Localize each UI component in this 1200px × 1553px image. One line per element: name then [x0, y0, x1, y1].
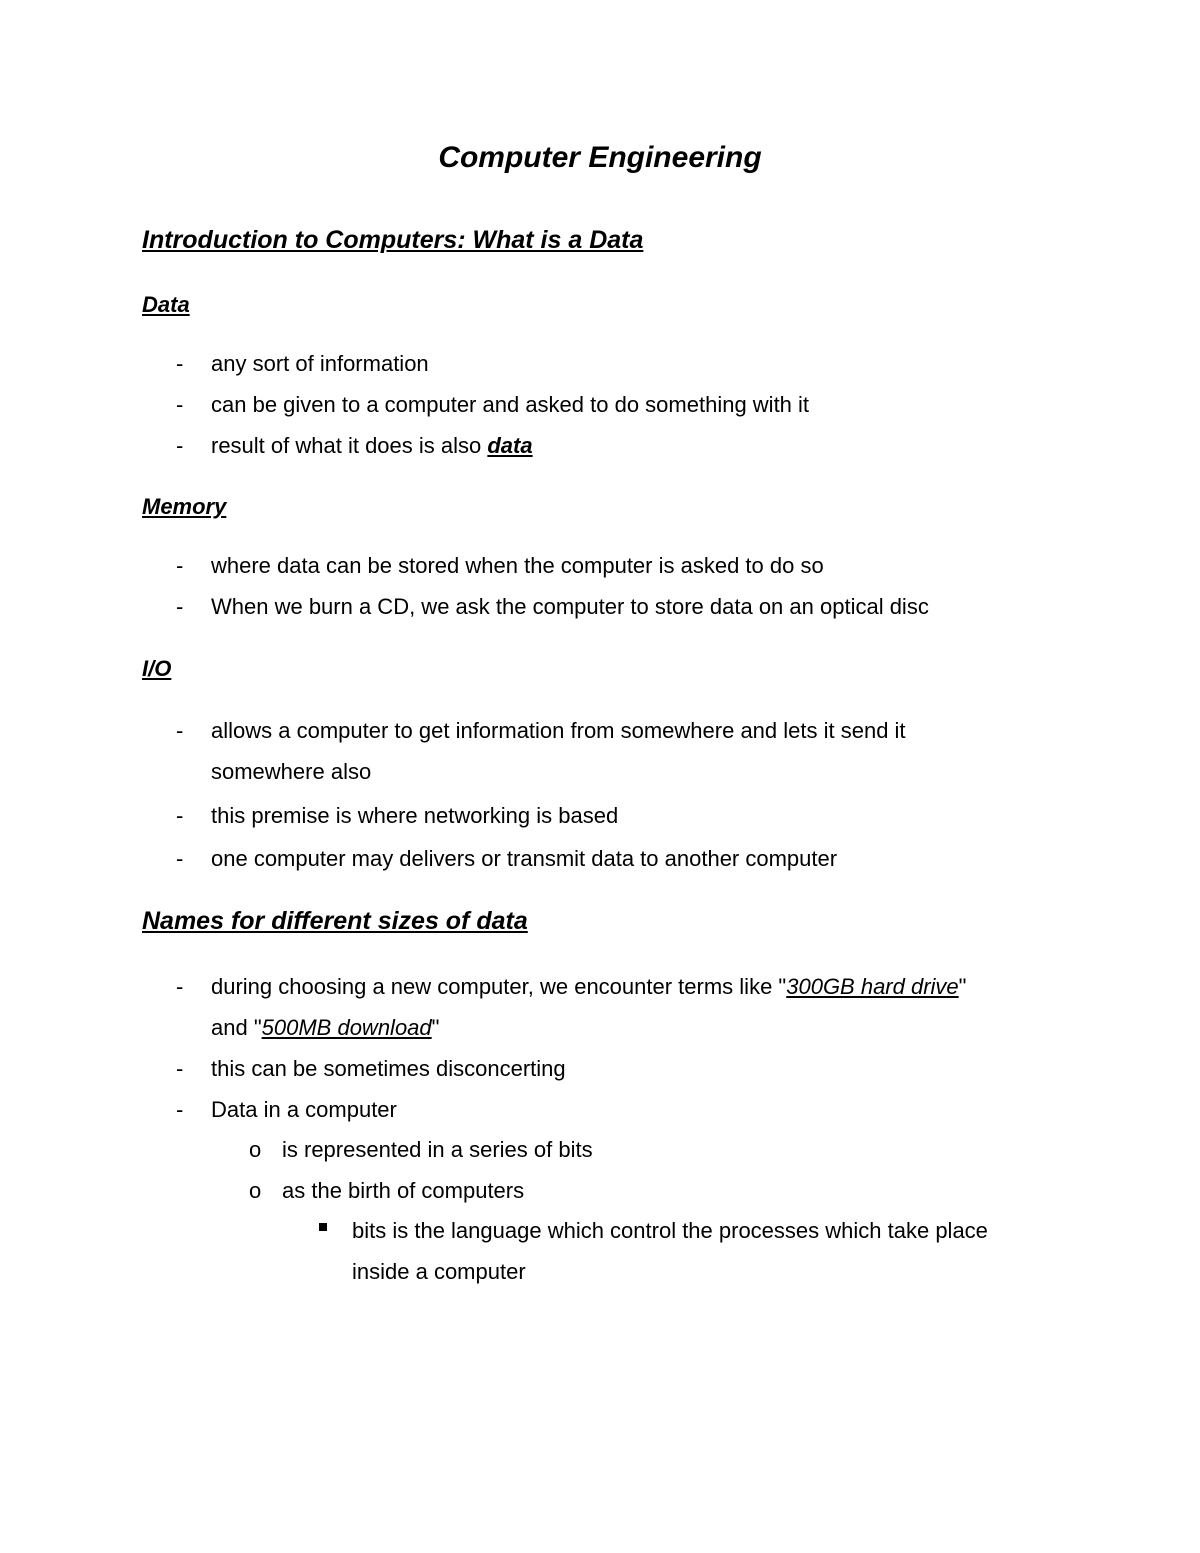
- list-item-text: and ": [211, 1015, 262, 1040]
- document-title: Computer Engineering: [438, 141, 762, 174]
- list-item: any sort of information: [211, 351, 429, 376]
- dash-bullet: -: [176, 846, 184, 871]
- emphasized-term: data: [487, 433, 533, 458]
- section-heading-introduction: Introduction to Computers: What is a Data: [142, 226, 644, 254]
- dash-bullet: -: [176, 594, 184, 619]
- list-item: one computer may delivers or transmit data to another computer: [211, 846, 838, 871]
- dash-bullet: -: [176, 1097, 184, 1122]
- dash-bullet: -: [176, 1056, 184, 1081]
- sub-sub-list-item: bits is the language which control the processes which take place: [352, 1218, 988, 1243]
- term-hard-drive: 300GB hard drive: [786, 974, 959, 999]
- sub-sub-list-item-continuation: inside a computer: [352, 1259, 526, 1284]
- list-item: this premise is where networking is based: [211, 803, 619, 828]
- list-item: this can be sometimes disconcerting: [211, 1056, 566, 1081]
- quote-close: ": [958, 974, 967, 999]
- sub-list-item: is represented in a series of bits: [282, 1137, 593, 1162]
- quote-close: ": [431, 1015, 440, 1040]
- list-item: Data in a computer: [211, 1097, 397, 1122]
- list-item: can be given to a computer and asked to do something with it: [211, 392, 810, 417]
- circle-bullet: o: [249, 1137, 262, 1162]
- list-item-text: during choosing a new computer, we encounter terms like ": [211, 974, 787, 999]
- subheading-data: Data: [142, 292, 190, 317]
- dash-bullet: -: [176, 392, 184, 417]
- dash-bullet: -: [176, 433, 184, 458]
- section-heading-sizes: Names for different sizes of data: [142, 907, 528, 935]
- subheading-memory: Memory: [142, 494, 227, 519]
- sub-list-item: as the birth of computers: [282, 1178, 525, 1203]
- dash-bullet: -: [176, 718, 184, 743]
- dash-bullet: -: [176, 803, 184, 828]
- square-bullet-icon: [319, 1223, 327, 1231]
- list-item: [211, 972, 966, 1002]
- dash-bullet: -: [176, 974, 184, 999]
- dash-bullet: -: [176, 553, 184, 578]
- list-item: where data can be stored when the computer is asked to do so: [211, 553, 824, 578]
- list-item: [211, 431, 533, 461]
- list-item-continuation: [211, 1013, 439, 1043]
- list-item: allows a computer to get information from somewhere and lets it send it: [211, 718, 906, 743]
- dash-bullet: -: [176, 351, 184, 376]
- list-item-text: result of what it does is also: [211, 433, 488, 458]
- circle-bullet: o: [249, 1178, 262, 1203]
- term-download: 500MB download: [261, 1015, 432, 1040]
- subheading-io: I/O: [142, 656, 172, 681]
- list-item-continuation: somewhere also: [211, 759, 372, 784]
- list-item: When we burn a CD, we ask the computer to store data on an optical disc: [211, 594, 929, 619]
